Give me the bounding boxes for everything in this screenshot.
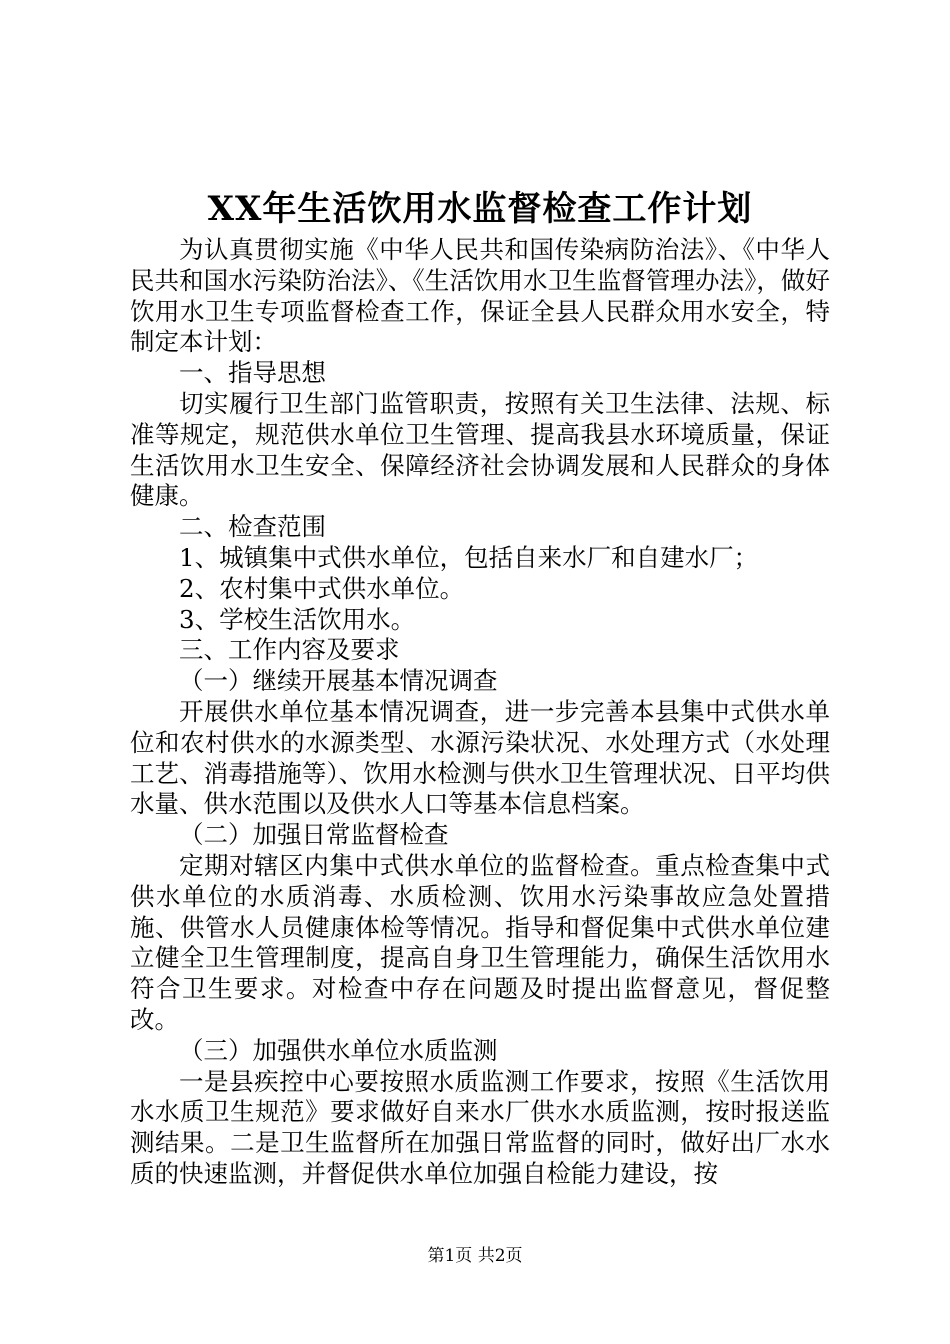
subheading-1: （一）继续开展基本情况调查 [179, 666, 498, 696]
paragraph-subheading-1: 开展供水单位基本情况调查，进一步完善本县集中式供水单位和农村供水的水源类型、水源污染状况、水处理方式（水处理工艺、消毒措施等）、饮用水检测与供水卫生管理状况、日平均供水量、供水范围以及供水人口等基本信息档案。 [130, 696, 830, 819]
subheading-2: （二）加强日常监督检查 [179, 820, 449, 850]
scope-item-1: 1、城镇集中式供水单位，包括自来水厂和自建水厂； [179, 542, 759, 572]
scope-item-3: 3、学校生活饮用水。 [179, 604, 416, 634]
heading-work-content: 三、工作内容及要求 [179, 635, 400, 665]
paragraph-guiding-ideology: 切实履行卫生部门监管职责，按照有关卫生法律、法规、标准等规定，规范供水单位卫生管理、提高我县水环境质量，保证生活饮用水卫生安全、保障经济社会协调发展和人民群众的身体健康。 [130, 388, 830, 511]
heading-inspection-scope: 二、检查范围 [179, 512, 326, 542]
document-body [130, 235, 830, 1190]
subheading-3: （三）加强供水单位水质监测 [179, 1035, 498, 1065]
heading-guiding-ideology: 一、指导思想 [179, 358, 326, 388]
paragraph-subheading-3: 一是县疾控中心要按照水质监测工作要求，按照《生活饮用水水质卫生规范》要求做好自来水厂供水水质监测，按时报送监测结果。二是卫生监督所在加强日常监督的同时，做好出厂水水质的快速监测，并督促供水单位加强自检能力建设，按 [130, 1066, 830, 1188]
scope-item-2: 2、农村集中式供水单位。 [179, 573, 465, 603]
paragraph-intro: 为认真贯彻实施《中华人民共和国传染病防治法》、《中华人民共和国水污染防治法》、《生活饮用水卫生监督管理办法》，做好饮用水卫生专项监督检查工作，保证全县人民群众用水安全，特制定本计划： [130, 235, 830, 357]
paragraph-subheading-2: 定期对辖区内集中式供水单位的监督检查。重点检查集中式供水单位的水质消毒、水质检测、饮用水污染事故应急处置措施、供管水人员健康体检等情况。指导和督促集中式供水单位建立健全卫生管理制度，提高自身卫生管理能力，确保生活饮用水符合卫生要求。对检查中存在问题及时提出监督意见，督促整改。 [130, 850, 830, 1034]
document-title: XX年生活饮用水监督检查工作计划 [207, 189, 753, 229]
page-footer: 第1页 共2页 [427, 1246, 523, 1266]
